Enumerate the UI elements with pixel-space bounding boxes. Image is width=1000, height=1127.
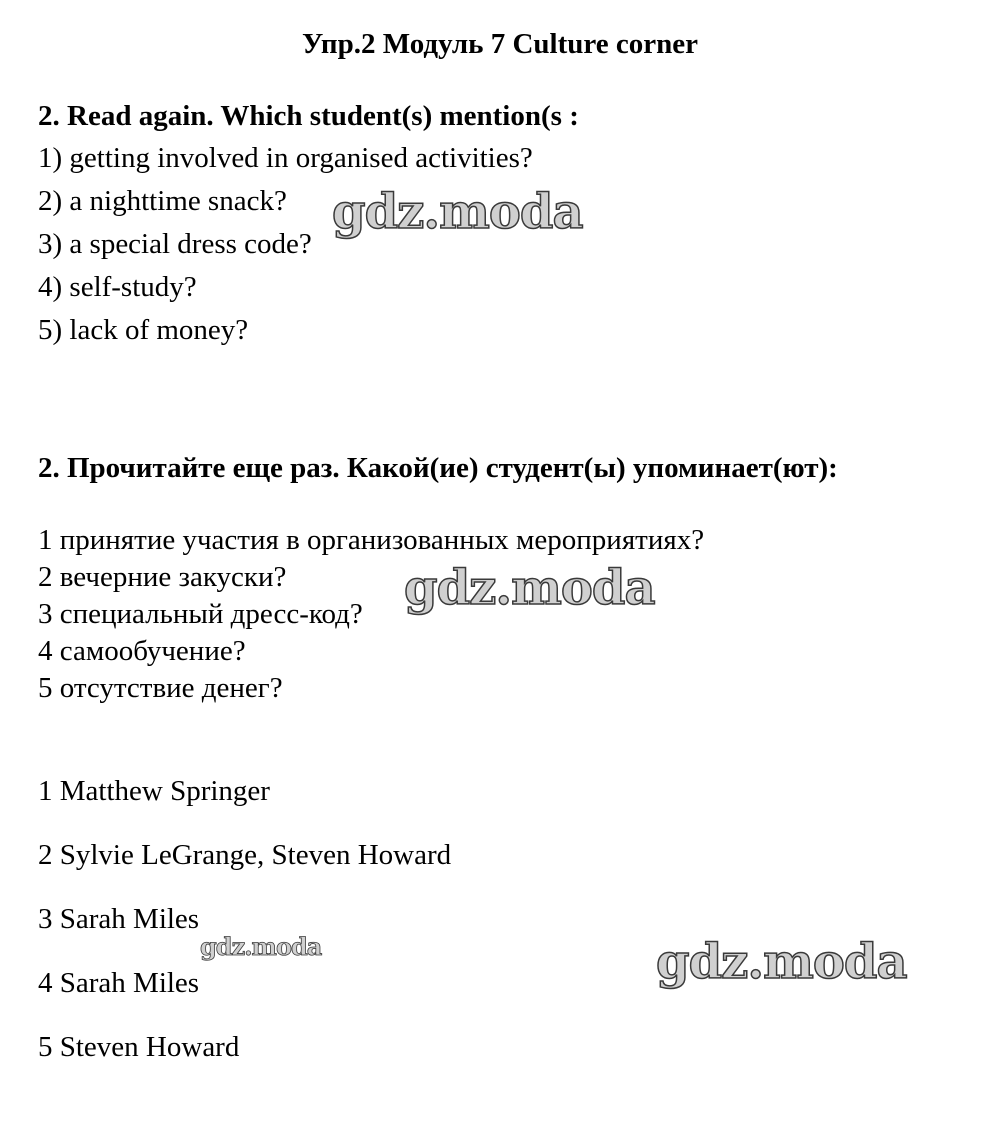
answer-item: 4 Sarah Miles bbox=[38, 967, 200, 999]
answer-item: 5 Steven Howard bbox=[38, 1031, 240, 1063]
list-item: 3 специальный дресс-код? bbox=[38, 598, 363, 630]
russian-heading: 2. Прочитайте еще раз. Какой(ие) студент(ы) упоминает(ют): bbox=[38, 452, 838, 484]
watermark: gdz.moda bbox=[404, 560, 655, 616]
page-title: Упр.2 Модуль 7 Culture corner bbox=[302, 28, 698, 60]
list-item: 1 принятие участия в организованных мероприятиях? bbox=[38, 524, 705, 556]
english-question-list bbox=[38, 137, 533, 352]
list-item: 4 самообучение? bbox=[38, 635, 246, 667]
answer-item: 1 Matthew Springer bbox=[38, 775, 270, 807]
list-item: 5 отсутствие денег? bbox=[38, 672, 283, 704]
english-heading: 2. Read again. Which student(s) mention(s : bbox=[38, 100, 579, 132]
list-item: 2) a nighttime snack? bbox=[38, 185, 287, 217]
watermark: gdz.moda bbox=[656, 934, 907, 990]
russian-question-list bbox=[38, 522, 704, 707]
list-item: 3) a special dress code? bbox=[38, 228, 312, 260]
answer-list bbox=[38, 775, 451, 1095]
list-item: 5) lack of money? bbox=[38, 314, 249, 346]
list-item: 2 вечерние закуски? bbox=[38, 561, 287, 593]
list-item: 4) self-study? bbox=[38, 271, 197, 303]
answer-item: 2 Sylvie LeGrange, Steven Howard bbox=[38, 839, 452, 871]
watermark: gdz.moda bbox=[200, 932, 322, 961]
watermark: gdz.moda bbox=[332, 184, 583, 240]
list-item: 1) getting involved in organised activities? bbox=[38, 142, 533, 174]
answer-item: 3 Sarah Miles bbox=[38, 903, 200, 935]
